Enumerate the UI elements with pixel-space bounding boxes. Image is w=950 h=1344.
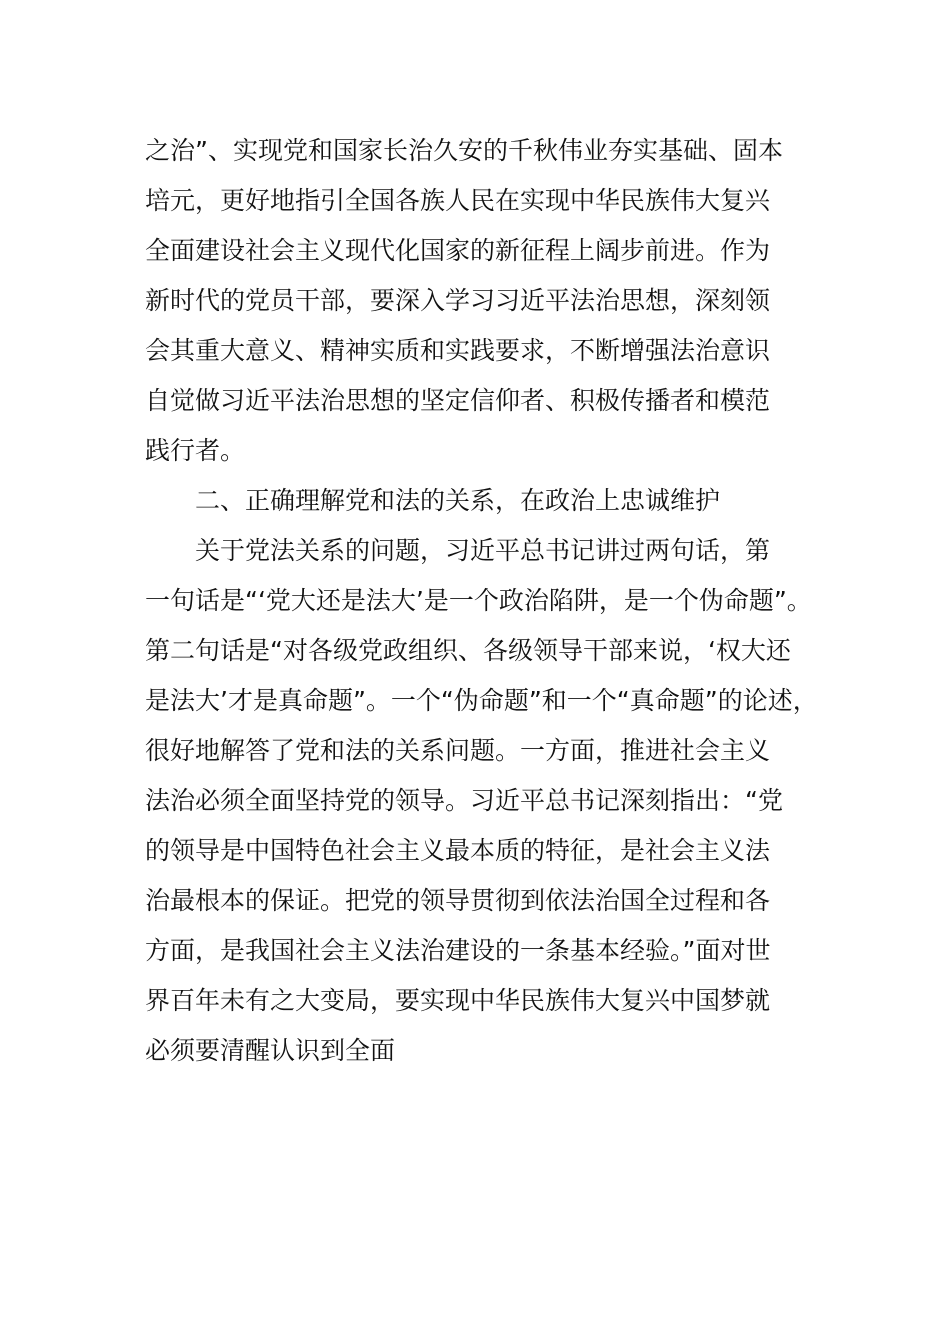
text-line: 治最根本的保证。把党的领导贯彻到依法治国全过程和各 (145, 886, 771, 915)
paragraph-first-line: 关于党法关系的问题，习近平总书记讲过两句话，第 (195, 536, 771, 565)
text-line: 一句话是“‘党大还是法大’是一个政治陷阱，是一个伪命题”。 (145, 586, 812, 615)
text-line: 全面建设社会主义现代化国家的新征程上阔步前进。作为 (145, 236, 771, 265)
text-line: 之治”、实现党和国家长治久安的千秋伟业夯实基础、固本 (145, 136, 783, 165)
text-line: 践行者。 (145, 436, 246, 465)
text-line: 的领导是中国特色社会主义最本质的特征，是社会主义法 (145, 836, 771, 865)
text-line: 培元，更好地指引全国各族人民在实现中华民族伟大复兴 (145, 186, 771, 215)
text-line: 方面，是我国社会主义法治建设的一条基本经验。”面对世 (145, 936, 771, 965)
text-line: 自觉做习近平法治思想的坚定信仰者、积极传播者和模范 (145, 386, 771, 415)
section-heading: 二、正确理解党和法的关系，在政治上忠诚维护 (195, 486, 721, 515)
document-body (145, 126, 825, 1076)
text-line: 新时代的党员干部，要深入学习习近平法治思想，深刻领 (145, 286, 771, 315)
text-line: 是法大’才是真命题”。一个“伪命题”和一个“真命题”的论述， (145, 686, 818, 715)
text-line: 第二句话是“对各级党政组织、各级领导干部来说，‘权大还 (145, 636, 791, 665)
text-line: 很好地解答了党和法的关系问题。一方面，推进社会主义 (145, 736, 771, 765)
text-line: 界百年未有之大变局，要实现中华民族伟大复兴中国梦就 (145, 986, 771, 1015)
text-line: 法治必须全面坚持党的领导。习近平总书记深刻指出：“党 (145, 786, 783, 815)
text-line: 必须要清醒认识到全面 (145, 1036, 396, 1065)
text-line: 会其重大意义、精神实质和实践要求，不断增强法治意识 (145, 336, 771, 365)
